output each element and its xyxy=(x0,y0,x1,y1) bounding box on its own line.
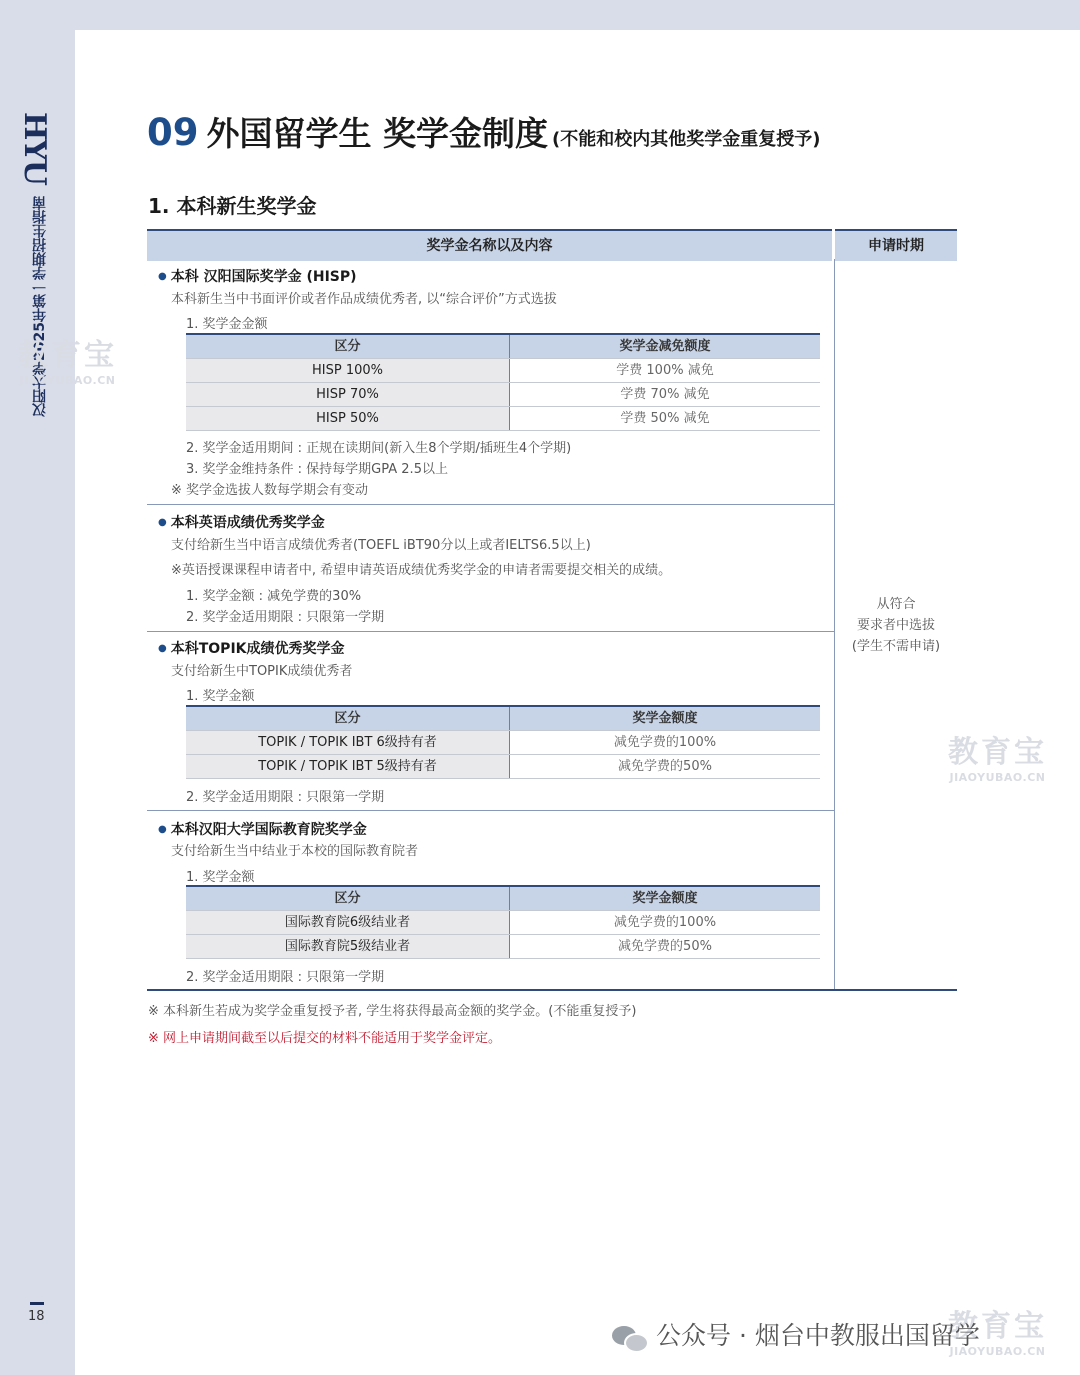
scholarship-note: 1. 奖学金额 : 减免学费的30% xyxy=(186,589,362,604)
table-row: HISP 50% 学费 50% 减免 xyxy=(186,407,820,431)
topik-amount-table xyxy=(186,705,820,779)
chapter-subtitle: (不能和校内其他奖学金重复授予) xyxy=(552,129,821,150)
sub-table-header: 区分 奖学金减免额度 xyxy=(186,335,820,359)
table-row: TOPIK / TOPIK IBT 6级持有者 减免学费的100% xyxy=(186,731,820,755)
scholarship-title-topik: ● 本科TOPIK成绩优秀奖学金 xyxy=(158,638,345,658)
scholarship-desc: 支付给新生中TOPIK成绩优秀者 xyxy=(171,664,353,679)
watermark: 教育宝 JIAOYUBAO.CN xyxy=(948,735,1047,784)
amount-label: 1. 奖学金额 xyxy=(186,689,255,704)
sub-table-header: 区分 奖学金额度 xyxy=(186,887,820,911)
footnote-warning: ※ 网上申请期间截至以后提交的材料不能适用于奖学金评定。 xyxy=(148,1031,502,1046)
scholarship-desc: 本科新生当中书面评价或者作品成绩优秀者, 以“综合评价”方式选拔 xyxy=(171,292,557,307)
row-divider xyxy=(147,504,834,505)
table-row: 国际教育院5级结业者 减免学费的50% xyxy=(186,935,820,959)
scholarship-desc: 支付给新生当中语言成绩优秀者(TOEFL iBT90分以上或者IELTS6.5以上) xyxy=(171,538,591,553)
guide-vertical-title: 汉阳大学2025年第一学期招生指南 xyxy=(32,196,48,417)
hyu-logo: HYU xyxy=(17,112,52,185)
col-header-period: 申请时期 xyxy=(835,229,957,261)
scholarship-desc: 支付给新生当中结业于本校的国际教育院者 xyxy=(171,844,419,859)
table-row: HISP 100% 学费 100% 减免 xyxy=(186,359,820,383)
table-row: 国际教育院6级结业者 减免学费的100% xyxy=(186,911,820,935)
scholarship-title-intl-edu: ● 本科汉阳大学国际教育院奖学金 xyxy=(158,819,367,839)
sidebar xyxy=(0,0,75,1375)
scholarship-note: 2. 奖学金适用期间 : 正规在读期间(新入生8个学期/插班生4个学期) xyxy=(186,441,572,456)
scholarship-note: 2. 奖学金适用期限 : 只限第一学期 xyxy=(186,790,385,805)
row-divider xyxy=(147,810,834,811)
scholarship-title-english: ● 本科英语成绩优秀奖学金 xyxy=(158,512,325,532)
table-row: TOPIK / TOPIK IBT 5级持有者 减免学费的50% xyxy=(186,755,820,779)
watermark: 教育宝 JIAOYUBAO.CN xyxy=(18,338,117,387)
chapter-title: 外国留学生 奖学金制度 xyxy=(206,114,548,153)
page-number-bar xyxy=(30,1302,44,1305)
watermark: 教育宝 JIAOYUBAO.CN xyxy=(948,1309,1047,1358)
scholarship-title-hisp: ● 本科 汉阳国际奖学金 (HISP) xyxy=(158,266,357,286)
amount-label: 1. 奖学金金额 xyxy=(186,317,268,332)
wechat-icon xyxy=(612,1324,648,1350)
table-bottom-border xyxy=(147,989,957,991)
scholarship-desc-note: ※英语授课课程申请者中, 希望申请英语成绩优秀奖学金的申请者需要提交相关的成绩。 xyxy=(171,563,672,578)
scholarship-note: 3. 奖学金维持条件 : 保持每学期GPA 2.5以上 xyxy=(186,462,448,477)
scholarship-note: 2. 奖学金适用期限 : 只限第一学期 xyxy=(186,970,385,985)
wechat-footer: 公众号 · 烟台中教服出国留学 xyxy=(612,1316,980,1352)
table-row: HISP 70% 学费 70% 减免 xyxy=(186,383,820,407)
hisp-amount-table xyxy=(186,333,820,431)
page-number: 18 xyxy=(28,1309,45,1324)
intl-edu-amount-table xyxy=(186,885,820,959)
section-title: 1. 本科新生奖学金 xyxy=(148,194,317,218)
scholarship-note: ※ 奖学金选拔人数每学期会有变动 xyxy=(171,483,369,498)
page-title xyxy=(147,108,820,155)
col-header-name: 奖学金名称以及内容 xyxy=(147,229,832,261)
footnote-duplicate: ※ 本科新生若成为奖学金重复授予者, 学生将获得最高金额的奖学金。(不能重复授予) xyxy=(148,1004,637,1019)
amount-label: 1. 奖学金额 xyxy=(186,870,255,885)
sub-table-header: 区分 奖学金额度 xyxy=(186,707,820,731)
apply-period-cell: 从符合 要求者中选拔 (学生不需申请) xyxy=(851,597,941,654)
row-divider xyxy=(147,631,834,632)
scholarship-note: 2. 奖学金适用期限 : 只限第一学期 xyxy=(186,610,385,625)
chapter-number: 09 xyxy=(147,111,199,154)
